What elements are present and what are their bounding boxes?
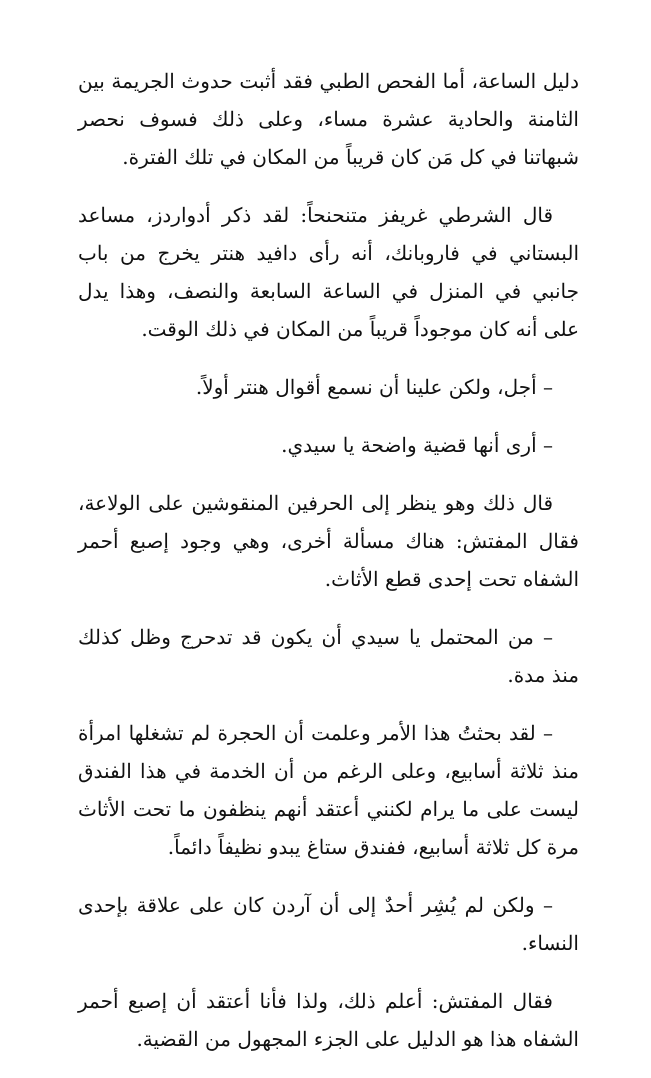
paragraph-8: – ولكن لم يُشِر أحدٌ إلى أن آردن كان على علاقة بإحدى النساء. bbox=[78, 893, 579, 955]
paragraph-6: – من المحتمل يا سيدي أن يكون قد تدحرج وظل كذلك منذ مدة. bbox=[78, 625, 579, 687]
paragraph-4: – أرى أنها قضية واضحة يا سيدي. bbox=[281, 433, 553, 457]
paragraph-1: دليل الساعة، أما الفحص الطبي فقد أثبت حدوث الجريمة بين الثامنة والحادية عشرة مساء، وعلى ذلك فسوف نحصر شبهاتنا في كل مَن كان قريباً من المكان في تلك الفترة. bbox=[78, 69, 579, 169]
paragraph-7: – لقد بحثتُ هذا الأمر وعلمت أن الحجرة لم تشغلها امرأة منذ ثلاثة أسابيع، وعلى الرغم من أن الخدمة في هذا الفندق ليست على ما يرام لكنني أعتقد أنهم ينظفون ما تحت الأثاث مرة كل ثلاثة أسابيع، ففندق ستاغ يبدو نظيفاً دائماً. bbox=[78, 721, 579, 859]
paragraph-3: – أجل، ولكن علينا أن نسمع أقوال هنتر أولاً. bbox=[195, 375, 553, 399]
book-page bbox=[78, 62, 579, 1078]
paragraph-5: قال ذلك وهو ينظر إلى الحرفين المنقوشين على الولاعة، فقال المفتش: هناك مسألة أخرى، وهي وجود إصبع أحمر الشفاه تحت إحدى قطع الأثاث. bbox=[78, 491, 579, 591]
paragraph-9: فقال المفتش: أعلم ذلك، ولذا فأنا أعتقد أن إصبع أحمر الشفاه هذا هو الدليل على الجزء المجهول من القضية. bbox=[78, 989, 579, 1051]
paragraph-2: قال الشرطي غريفز متنحنحاً: لقد ذكر أدواردز، مساعد البستاني في فاروبانك، أنه رأى دافيد هنتر يخرج من باب جانبي في المنزل في الساعة السابعة والنصف، وهذا يدل على أنه كان موجوداً قريباً من المكان في ذلك الوقت. bbox=[78, 203, 579, 341]
